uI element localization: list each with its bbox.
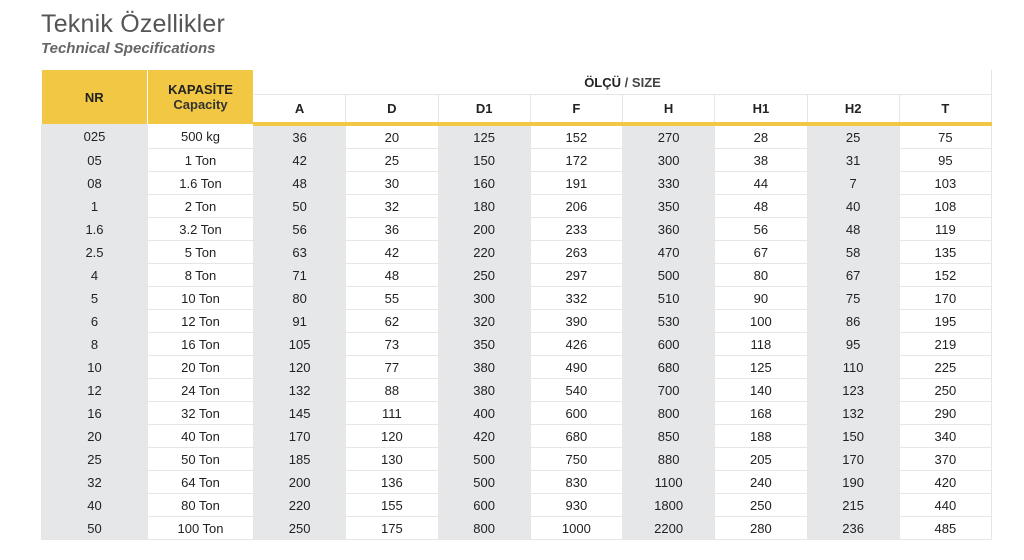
cell-d: 120 [346,425,438,448]
cell-d: 48 [346,264,438,287]
cell-nr: 05 [42,149,148,172]
cell-d1: 125 [438,124,530,149]
cell-h: 270 [623,124,715,149]
cell-h2: 7 [807,172,899,195]
cell-h1: 90 [715,287,807,310]
cell-t: 75 [899,124,991,149]
cell-a: 36 [254,124,346,149]
cell-h: 600 [623,333,715,356]
cell-d: 73 [346,333,438,356]
cell-f: 233 [530,218,622,241]
table-row [42,241,992,264]
cell-d1: 300 [438,287,530,310]
cell-nr: 1 [42,195,148,218]
cell-capacity: 24 Ton [148,379,254,402]
table-row [42,379,992,402]
cell-h: 470 [623,241,715,264]
header-nr-label: NR [84,89,104,105]
dimension-header-a: A [254,95,346,125]
cell-h2: 150 [807,425,899,448]
table-row [42,195,992,218]
cell-h2: 86 [807,310,899,333]
cell-capacity: 5 Ton [148,241,254,264]
dimension-header-d1: D1 [438,95,530,125]
cell-d: 136 [346,471,438,494]
cell-d: 175 [346,517,438,540]
cell-h1: 140 [715,379,807,402]
table-row [42,333,992,356]
cell-h1: 188 [715,425,807,448]
cell-nr: 50 [42,517,148,540]
cell-capacity: 3.2 Ton [148,218,254,241]
cell-h1: 250 [715,494,807,517]
cell-t: 103 [899,172,991,195]
cell-t: 152 [899,264,991,287]
cell-capacity: 8 Ton [148,264,254,287]
cell-nr: 40 [42,494,148,517]
header-size-separator: / [624,74,629,90]
table-row [42,494,992,517]
cell-a: 71 [254,264,346,287]
cell-capacity: 1.6 Ton [148,172,254,195]
cell-t: 108 [899,195,991,218]
cell-h: 800 [623,402,715,425]
cell-a: 220 [254,494,346,517]
table-row [42,124,992,149]
cell-capacity: 64 Ton [148,471,254,494]
cell-h2: 215 [807,494,899,517]
cell-t: 195 [899,310,991,333]
cell-h: 1800 [623,494,715,517]
cell-h2: 123 [807,379,899,402]
cell-h2: 236 [807,517,899,540]
cell-h1: 67 [715,241,807,264]
cell-h1: 44 [715,172,807,195]
cell-t: 135 [899,241,991,264]
cell-t: 250 [899,379,991,402]
cell-a: 250 [254,517,346,540]
dimension-header-f: F [530,95,622,125]
cell-nr: 20 [42,425,148,448]
cell-nr: 25 [42,448,148,471]
cell-t: 170 [899,287,991,310]
cell-h: 1100 [623,471,715,494]
cell-f: 152 [530,124,622,149]
header-size-tr: ÖLÇÜ [584,74,622,90]
table-row [42,448,992,471]
cell-d1: 420 [438,425,530,448]
cell-f: 540 [530,379,622,402]
cell-a: 63 [254,241,346,264]
cell-a: 120 [254,356,346,379]
cell-a: 80 [254,287,346,310]
cell-f: 600 [530,402,622,425]
cell-h2: 132 [807,402,899,425]
cell-a: 91 [254,310,346,333]
cell-capacity: 16 Ton [148,333,254,356]
cell-d: 36 [346,218,438,241]
header-capacity-en: Capacity [173,97,228,112]
page-subtitle: Technical Specifications [41,40,216,57]
cell-a: 132 [254,379,346,402]
spec-table [41,70,992,540]
cell-h2: 25 [807,124,899,149]
dimension-header-h: H [623,95,715,125]
cell-d1: 220 [438,241,530,264]
header-capacity-tr: KAPASİTE [168,82,233,97]
cell-d: 155 [346,494,438,517]
cell-d1: 380 [438,356,530,379]
cell-d: 62 [346,310,438,333]
page-title: Teknik Özellikler [41,10,226,38]
cell-h1: 48 [715,195,807,218]
cell-f: 390 [530,310,622,333]
cell-d1: 200 [438,218,530,241]
cell-h1: 28 [715,124,807,149]
cell-t: 219 [899,333,991,356]
cell-h: 880 [623,448,715,471]
cell-f: 680 [530,425,622,448]
cell-h2: 75 [807,287,899,310]
cell-d: 30 [346,172,438,195]
cell-h2: 170 [807,448,899,471]
table-row [42,218,992,241]
cell-capacity: 1 Ton [148,149,254,172]
cell-h1: 125 [715,356,807,379]
cell-f: 750 [530,448,622,471]
cell-h2: 190 [807,471,899,494]
cell-f: 490 [530,356,622,379]
cell-t: 420 [899,471,991,494]
table-row [42,425,992,448]
cell-h: 330 [623,172,715,195]
cell-d: 130 [346,448,438,471]
cell-h1: 56 [715,218,807,241]
table-row [42,356,992,379]
cell-h: 500 [623,264,715,287]
cell-d: 77 [346,356,438,379]
cell-capacity: 10 Ton [148,287,254,310]
cell-capacity: 2 Ton [148,195,254,218]
cell-nr: 8 [42,333,148,356]
cell-a: 50 [254,195,346,218]
cell-h2: 95 [807,333,899,356]
cell-d1: 600 [438,494,530,517]
cell-h: 530 [623,310,715,333]
cell-a: 105 [254,333,346,356]
table-row [42,264,992,287]
cell-f: 426 [530,333,622,356]
cell-h: 510 [623,287,715,310]
cell-f: 830 [530,471,622,494]
cell-d1: 180 [438,195,530,218]
table-row [42,287,992,310]
cell-h2: 110 [807,356,899,379]
cell-t: 340 [899,425,991,448]
cell-nr: 1.6 [42,218,148,241]
spec-table-body [42,124,992,540]
cell-d: 32 [346,195,438,218]
dimension-header-t: T [899,95,991,125]
cell-h1: 118 [715,333,807,356]
cell-nr: 6 [42,310,148,333]
cell-t: 225 [899,356,991,379]
dimension-header-h1: H1 [715,95,807,125]
cell-d1: 150 [438,149,530,172]
cell-t: 290 [899,402,991,425]
cell-h: 300 [623,149,715,172]
header-capacity [148,70,254,124]
cell-f: 172 [530,149,622,172]
dimension-header-h2: H2 [807,95,899,125]
cell-nr: 5 [42,287,148,310]
table-row [42,310,992,333]
cell-nr: 4 [42,264,148,287]
table-row [42,402,992,425]
header-nr [42,70,148,124]
cell-capacity: 500 kg [148,124,254,149]
cell-a: 56 [254,218,346,241]
cell-capacity: 12 Ton [148,310,254,333]
cell-h2: 40 [807,195,899,218]
cell-h1: 80 [715,264,807,287]
cell-nr: 10 [42,356,148,379]
cell-d1: 380 [438,379,530,402]
table-row [42,149,992,172]
cell-d: 20 [346,124,438,149]
cell-h: 700 [623,379,715,402]
cell-t: 370 [899,448,991,471]
cell-d1: 500 [438,471,530,494]
cell-nr: 32 [42,471,148,494]
cell-h1: 38 [715,149,807,172]
cell-nr: 12 [42,379,148,402]
cell-d1: 250 [438,264,530,287]
cell-d1: 350 [438,333,530,356]
cell-f: 206 [530,195,622,218]
cell-capacity: 20 Ton [148,356,254,379]
cell-h: 2200 [623,517,715,540]
cell-d: 55 [346,287,438,310]
header-size-en: SIZE [631,74,661,90]
cell-h: 350 [623,195,715,218]
cell-t: 95 [899,149,991,172]
cell-f: 1000 [530,517,622,540]
cell-h1: 168 [715,402,807,425]
cell-h1: 100 [715,310,807,333]
table-row [42,517,992,540]
cell-h: 680 [623,356,715,379]
cell-d: 111 [346,402,438,425]
cell-h2: 31 [807,149,899,172]
cell-nr: 025 [42,124,148,149]
cell-h: 360 [623,218,715,241]
table-row [42,172,992,195]
cell-nr: 2.5 [42,241,148,264]
cell-d: 25 [346,149,438,172]
cell-a: 200 [254,471,346,494]
cell-d1: 400 [438,402,530,425]
cell-a: 42 [254,149,346,172]
cell-capacity: 80 Ton [148,494,254,517]
cell-d: 42 [346,241,438,264]
cell-capacity: 100 Ton [148,517,254,540]
cell-capacity: 40 Ton [148,425,254,448]
table-row [42,471,992,494]
cell-h1: 205 [715,448,807,471]
cell-h1: 280 [715,517,807,540]
cell-f: 930 [530,494,622,517]
cell-h: 850 [623,425,715,448]
cell-h1: 240 [715,471,807,494]
header-size [254,70,992,95]
cell-a: 145 [254,402,346,425]
cell-t: 485 [899,517,991,540]
dimension-header-d: D [346,95,438,125]
cell-d1: 800 [438,517,530,540]
cell-t: 119 [899,218,991,241]
cell-h2: 58 [807,241,899,264]
cell-capacity: 32 Ton [148,402,254,425]
cell-f: 297 [530,264,622,287]
cell-f: 332 [530,287,622,310]
cell-f: 191 [530,172,622,195]
cell-d1: 160 [438,172,530,195]
cell-capacity: 50 Ton [148,448,254,471]
cell-a: 185 [254,448,346,471]
cell-nr: 08 [42,172,148,195]
cell-h2: 67 [807,264,899,287]
cell-f: 263 [530,241,622,264]
cell-d1: 320 [438,310,530,333]
cell-t: 440 [899,494,991,517]
cell-d1: 500 [438,448,530,471]
cell-h2: 48 [807,218,899,241]
cell-a: 48 [254,172,346,195]
cell-d: 88 [346,379,438,402]
cell-a: 170 [254,425,346,448]
cell-nr: 16 [42,402,148,425]
